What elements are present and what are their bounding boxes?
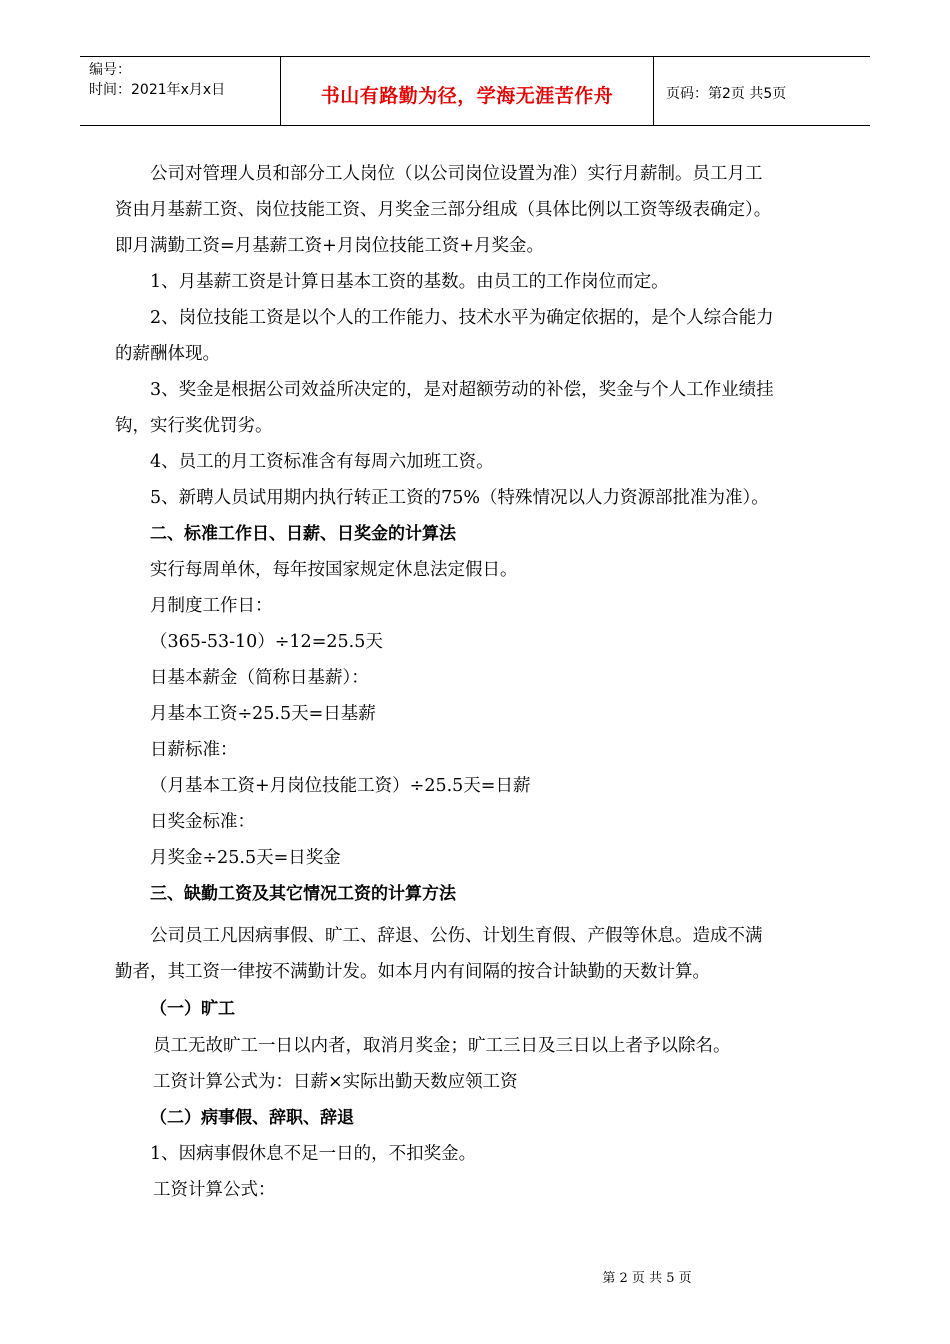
paragraph: 月制度工作日： bbox=[150, 596, 273, 616]
paragraph: 日基本薪金（简称日基薪）： bbox=[150, 668, 369, 688]
paragraph: 公司对管理人员和部分工人岗位（以公司岗位设置为准）实行月薪制。员工月工 bbox=[150, 164, 763, 184]
page-footer bbox=[0, 1267, 950, 1286]
header-motto: 书山有路勤为径，学海无涯苦作舟 bbox=[320, 85, 614, 107]
paragraph: 日薪标准： bbox=[150, 740, 238, 760]
paragraph-continued: 即月满勤工资=月基薪工资+月岗位技能工资+月奖金。 bbox=[115, 236, 544, 256]
document-number-label: 编号： bbox=[89, 62, 131, 78]
list-item: 2、岗位技能工资是以个人的工作能力、技术水平为确定依据的，是个人综合能力 bbox=[150, 308, 774, 328]
paragraph-continued: 勤者，其工资一律按不满勤计发。如本月内有间隔的按合计缺勤的天数计算。 bbox=[115, 962, 710, 982]
footer-page-number: 第 2 页 共 5 页 bbox=[602, 1271, 692, 1286]
formula: 工资计算公式为：日薪×实际出勤天数应领工资 bbox=[153, 1072, 518, 1092]
header-meta-cell bbox=[80, 57, 281, 125]
header-motto-cell bbox=[281, 57, 654, 125]
subsection-heading: （一）旷工 bbox=[150, 999, 235, 1019]
section-heading: 二、标准工作日、日薪、日奖金的计算法 bbox=[150, 524, 456, 544]
document-date: 时间：2021年x月x日 bbox=[89, 82, 226, 98]
header-page-code: 页码：第2页 共5页 bbox=[666, 86, 787, 102]
formula: 月基本工资÷25.5天=日基薪 bbox=[150, 704, 376, 724]
list-item-continued: 钩，实行奖优罚劣。 bbox=[115, 416, 273, 436]
paragraph: 工资计算公式： bbox=[153, 1180, 276, 1200]
header-page-cell bbox=[654, 57, 870, 125]
paragraph-continued: 资由月基薪工资、岗位技能工资、月奖金三部分组成（具体比例以工资等级表确定）。 bbox=[115, 200, 772, 220]
paragraph: 公司员工凡因病事假、旷工、辞退、公伤、计划生育假、产假等休息。造成不满 bbox=[150, 926, 763, 946]
paragraph: 实行每周单休，每年按国家规定休息法定假日。 bbox=[150, 560, 518, 580]
document-header bbox=[80, 56, 870, 126]
subsection-heading: （二）病事假、辞职、辞退 bbox=[150, 1108, 354, 1128]
list-item-continued: 的薪酬体现。 bbox=[115, 344, 220, 364]
formula: 月奖金÷25.5天=日奖金 bbox=[150, 848, 341, 868]
section-heading: 三、缺勤工资及其它情况工资的计算方法 bbox=[150, 884, 456, 904]
list-item: 1、月基薪工资是计算日基本工资的基数。由员工的工作岗位而定。 bbox=[150, 272, 669, 292]
list-item: 3、奖金是根据公司效益所决定的，是对超额劳动的补偿，奖金与个人工作业绩挂 bbox=[150, 380, 774, 400]
list-item: 1、因病事假休息不足一日的，不扣奖金。 bbox=[150, 1144, 477, 1164]
paragraph: 日奖金标准： bbox=[150, 812, 255, 832]
formula: （月基本工资+月岗位技能工资）÷25.5天=日薪 bbox=[150, 776, 531, 796]
list-item: 4、员工的月工资标准含有每周六加班工资。 bbox=[150, 452, 494, 472]
formula: （365-53-10）÷12=25.5天 bbox=[150, 632, 383, 652]
list-item: 5、新聘人员试用期内执行转正工资的75%（特殊情况以人力资源部批准为准）。 bbox=[150, 488, 769, 508]
paragraph: 员工无故旷工一日以内者，取消月奖金；旷工三日及三日以上者予以除名。 bbox=[153, 1036, 731, 1056]
